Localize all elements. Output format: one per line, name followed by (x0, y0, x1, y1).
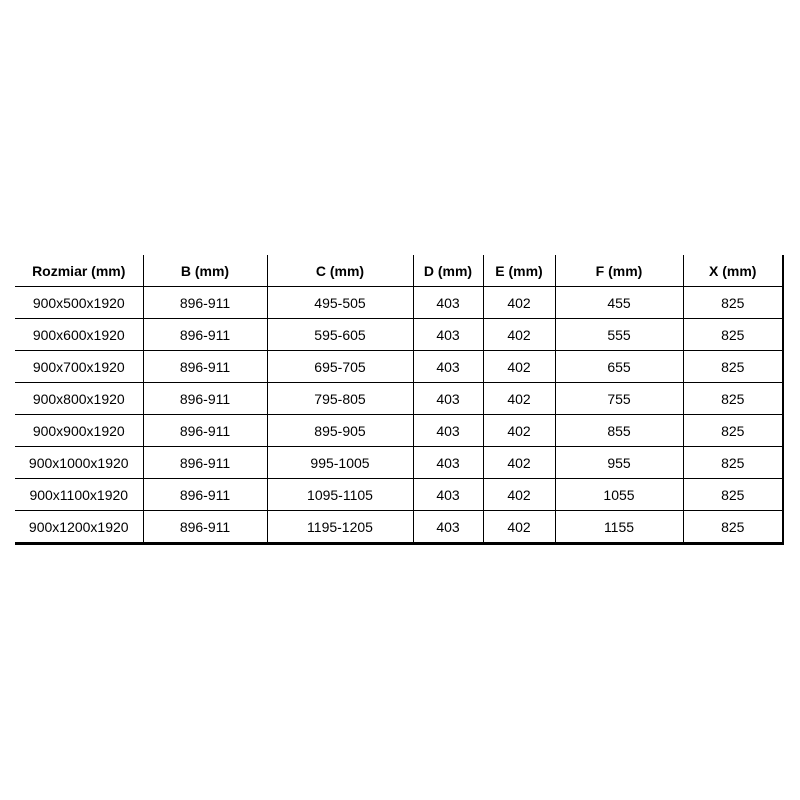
table-row (15, 447, 783, 479)
table-cell: 403 (413, 447, 483, 479)
table-cell: 895-905 (267, 415, 413, 447)
table-cell: 555 (555, 319, 683, 351)
table-cell: 403 (413, 319, 483, 351)
table-cell: 896-911 (143, 511, 267, 544)
table-cell: 403 (413, 415, 483, 447)
table-cell: 403 (413, 383, 483, 415)
table-body (15, 287, 783, 544)
table-cell: 1195-1205 (267, 511, 413, 544)
table-header-row (15, 255, 783, 287)
table-cell: 755 (555, 383, 683, 415)
table-cell: 403 (413, 479, 483, 511)
table-cell: 495-505 (267, 287, 413, 319)
table-cell: 402 (483, 319, 555, 351)
table-cell: 595-605 (267, 319, 413, 351)
table-row (15, 511, 783, 544)
table-cell: 402 (483, 479, 555, 511)
table-row (15, 479, 783, 511)
table-row (15, 383, 783, 415)
table-cell: 403 (413, 287, 483, 319)
table-cell: 1055 (555, 479, 683, 511)
table-cell: 825 (683, 511, 783, 544)
table-cell: 900x700x1920 (15, 351, 143, 383)
table-cell: 1095-1105 (267, 479, 413, 511)
table-cell: 695-705 (267, 351, 413, 383)
header-cell-x: X (mm) (683, 255, 783, 287)
table-cell: 896-911 (143, 351, 267, 383)
table-cell: 402 (483, 511, 555, 544)
table-cell: 403 (413, 351, 483, 383)
table-cell: 825 (683, 479, 783, 511)
table-row (15, 415, 783, 447)
table-cell: 655 (555, 351, 683, 383)
header-cell-rozmiar: Rozmiar (mm) (15, 255, 143, 287)
table-row (15, 287, 783, 319)
table-cell: 1155 (555, 511, 683, 544)
table-cell: 900x1100x1920 (15, 479, 143, 511)
table-row (15, 319, 783, 351)
table-cell: 825 (683, 447, 783, 479)
table-cell: 402 (483, 383, 555, 415)
table-cell: 900x600x1920 (15, 319, 143, 351)
table-cell: 825 (683, 415, 783, 447)
table-cell: 402 (483, 415, 555, 447)
table-cell: 896-911 (143, 447, 267, 479)
header-cell-b: B (mm) (143, 255, 267, 287)
table-cell: 900x1000x1920 (15, 447, 143, 479)
header-cell-f: F (mm) (555, 255, 683, 287)
table-cell: 402 (483, 287, 555, 319)
header-cell-e: E (mm) (483, 255, 555, 287)
table-cell: 900x1200x1920 (15, 511, 143, 544)
table-cell: 402 (483, 447, 555, 479)
table-cell: 825 (683, 383, 783, 415)
table-cell: 995-1005 (267, 447, 413, 479)
table-cell: 896-911 (143, 479, 267, 511)
table-cell: 896-911 (143, 383, 267, 415)
table-cell: 955 (555, 447, 683, 479)
table-cell: 896-911 (143, 319, 267, 351)
table-cell: 855 (555, 415, 683, 447)
table-cell: 825 (683, 319, 783, 351)
table-row (15, 351, 783, 383)
table-cell: 825 (683, 351, 783, 383)
table-cell: 900x900x1920 (15, 415, 143, 447)
table-cell: 900x800x1920 (15, 383, 143, 415)
table-cell: 455 (555, 287, 683, 319)
table-cell: 825 (683, 287, 783, 319)
table-cell: 896-911 (143, 287, 267, 319)
table-cell: 900x500x1920 (15, 287, 143, 319)
table-cell: 403 (413, 511, 483, 544)
table-cell: 402 (483, 351, 555, 383)
header-cell-c: C (mm) (267, 255, 413, 287)
header-cell-d: D (mm) (413, 255, 483, 287)
size-table (15, 255, 784, 545)
table-cell: 896-911 (143, 415, 267, 447)
table-cell: 795-805 (267, 383, 413, 415)
